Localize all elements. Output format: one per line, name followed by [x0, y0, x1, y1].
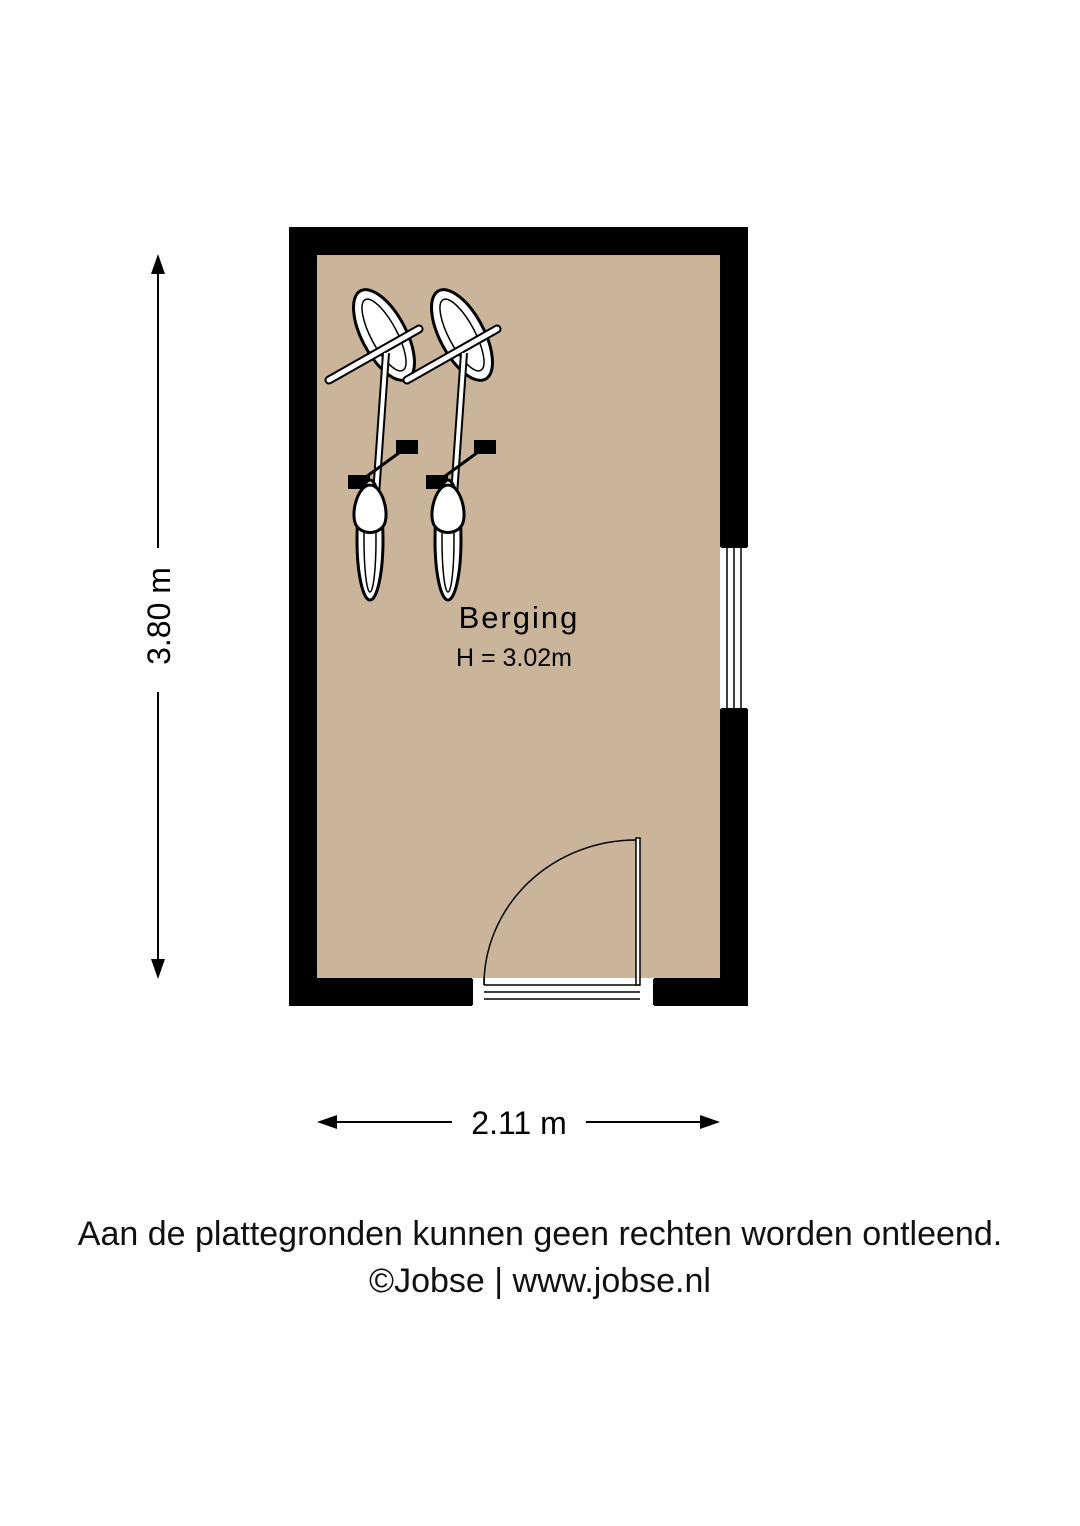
length-label: 3.80 m — [141, 567, 177, 665]
width-label: 2.11 m — [471, 1105, 567, 1141]
arrow-up-icon — [151, 254, 165, 274]
disclaimer-text: Aan de plattegronden kunnen geen rechten worden ontleend. — [77, 1215, 1003, 1253]
room-height: H = 3.02m — [455, 644, 573, 672]
room-name: Berging — [458, 600, 580, 635]
arrow-down-icon — [151, 959, 165, 979]
copyright-text: ©Jobse | www.jobse.nl — [369, 1262, 711, 1300]
window-icon — [720, 547, 748, 709]
arrow-right-icon — [700, 1115, 720, 1129]
width-dimension — [317, 1105, 720, 1141]
length-dimension — [141, 254, 177, 979]
arrow-left-icon — [317, 1115, 337, 1129]
